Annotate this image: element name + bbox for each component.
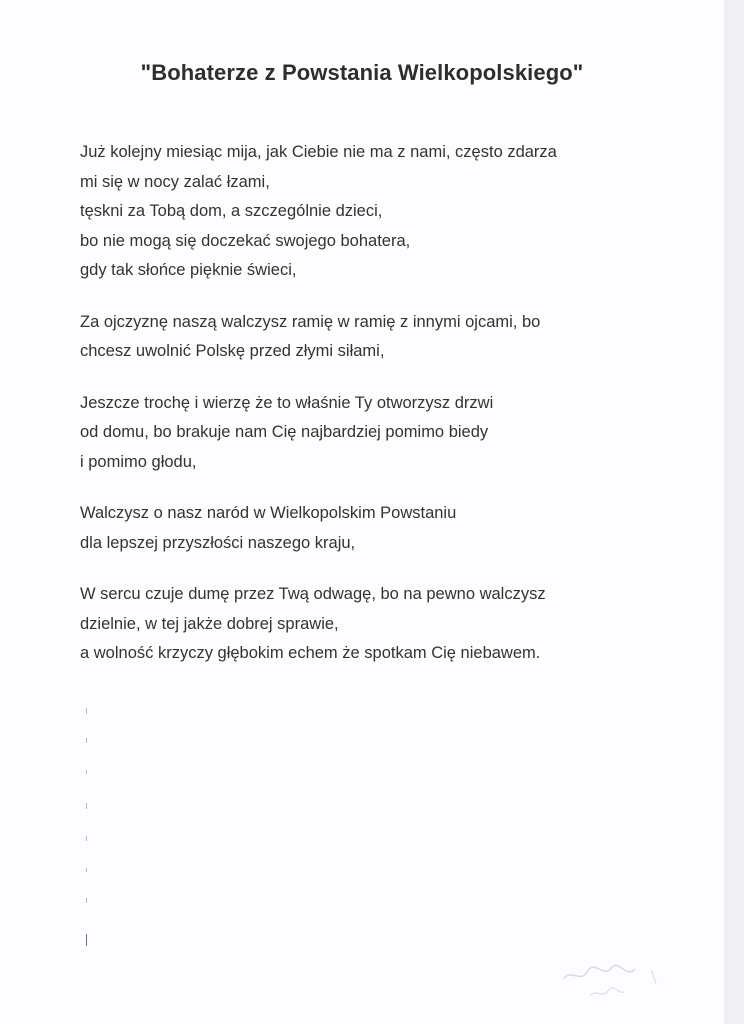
stanza-1 — [80, 138, 680, 286]
poem-line: a wolność krzyczy głębokim echem że spotkam Cię niebawem. — [80, 644, 541, 662]
stanza-3 — [80, 389, 680, 478]
poem-line: Walczysz o nasz naród w Wielkopolskim Powstaniu — [80, 504, 457, 522]
poem-title: "Bohaterze z Powstania Wielkopolskiego" — [140, 60, 584, 85]
poem-line: Za ojczyznę naszą walczysz ramię w ramię z innymi ojcami, bo — [80, 312, 541, 331]
poem-line: od domu, bo brakuje nam Cię najbardziej pomimo biedy — [80, 423, 489, 441]
poem-line: mi się w nocy zalać łzami, — [80, 172, 270, 191]
poem-line: i pomimo głodu, — [80, 452, 197, 471]
poem-line: Już kolejny miesiąc mija, jak Ciebie nie ma z nami, często zdarza — [80, 143, 557, 161]
poem-line: Jeszcze trochę i wierzę że to właśnie Ty otworzysz drzwi — [80, 393, 494, 412]
poem-line: tęskni za Tobą dom, a szczególnie dzieci, — [80, 202, 383, 220]
stanza-5 — [80, 580, 680, 669]
poem-line: bo nie mogą się doczekać swojego bohatera, — [80, 231, 411, 250]
poem-line: gdy tak słońce pięknie świeci, — [80, 261, 297, 279]
poem-body — [80, 138, 680, 691]
scan-edge — [724, 0, 744, 1024]
stanza-2 — [80, 308, 680, 367]
scan-margin-marks — [84, 708, 90, 948]
poem-line: dzielnie, w tej jakże dobrej sprawie, — [80, 614, 339, 633]
poem-line: dla lepszej przyszłości naszego kraju, — [80, 533, 356, 552]
faint-signature-mark — [559, 955, 671, 1011]
poem-line: chcesz uwolnić Polskę przed złymi siłami, — [80, 342, 385, 360]
stanza-4 — [80, 499, 680, 558]
poem-line: W sercu czuje dumę przez Twą odwagę, bo na pewno walczysz — [80, 585, 546, 603]
